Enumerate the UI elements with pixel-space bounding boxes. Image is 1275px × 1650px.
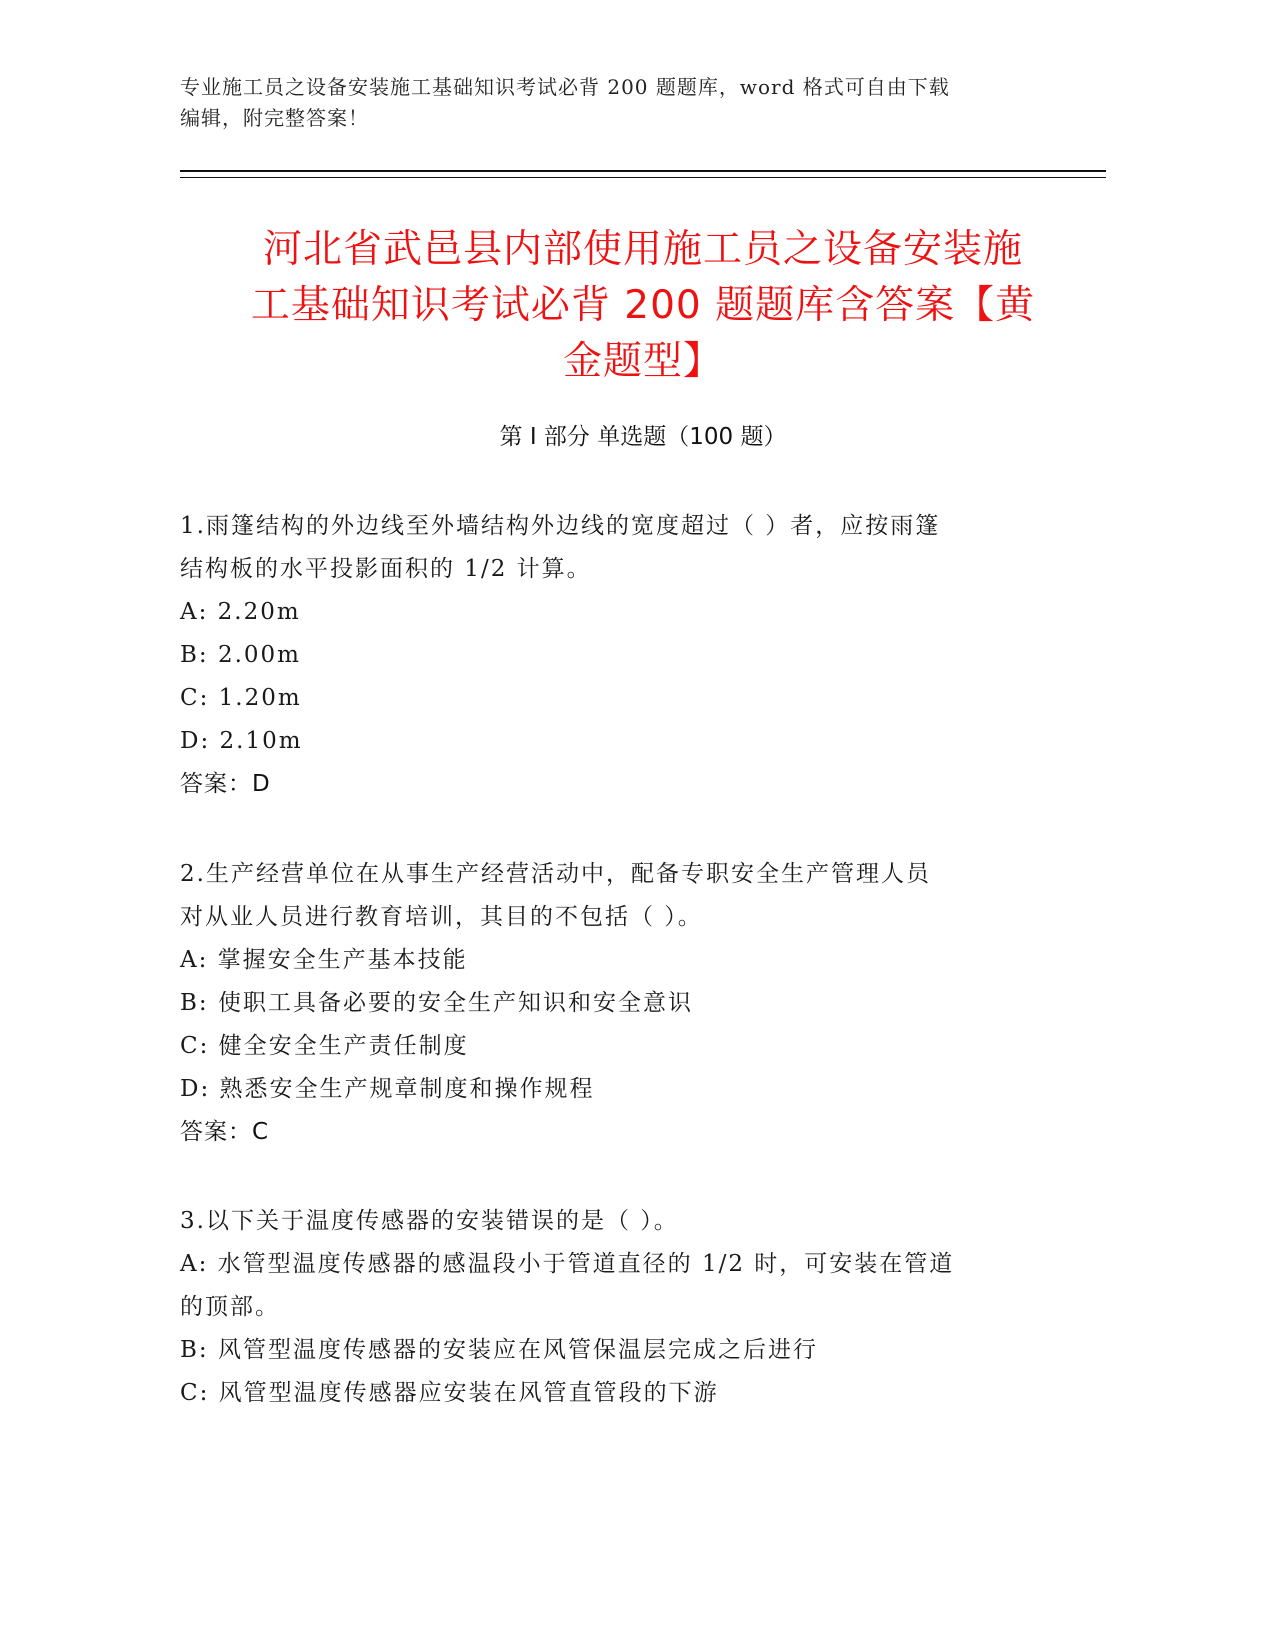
- question-stem-line: 2.生产经营单位在从事生产经营活动中，配备专职安全生产管理人员: [180, 861, 931, 887]
- title-line-2: 工基础知识考试必背 200 题题库含答案【黄: [250, 283, 1036, 328]
- answer-label: 答案：C: [180, 1119, 270, 1145]
- part-heading: 第 I 部分 单选题（100 题）: [499, 424, 787, 450]
- option-c: C: 健全安全生产责任制度: [180, 1033, 469, 1059]
- option-b: B: 2.00m: [180, 642, 301, 668]
- document-title: [180, 222, 1106, 390]
- title-line-3: 金题型】: [562, 339, 723, 384]
- option-b: B: 使职工具备必要的安全生产知识和安全意识: [180, 990, 693, 1016]
- question-stem-line: 3.以下关于温度传感器的安装错误的是（ ）。: [180, 1208, 679, 1234]
- option-d: D: 2.10m: [180, 728, 303, 754]
- answer-label: 答案：D: [180, 771, 271, 797]
- option-a: A: 2.20m: [180, 599, 301, 625]
- header-line-1: 专业施工员之设备安装施工基础知识考试必背 200 题题库，word 格式可自由下载: [180, 75, 950, 99]
- option-c: C: 1.20m: [180, 685, 302, 711]
- question-1: [180, 505, 1040, 806]
- question-3: [180, 1200, 1040, 1415]
- option-b: B: 风管型温度传感器的安装应在风管保温层完成之后进行: [180, 1337, 818, 1363]
- document-header: [180, 72, 1040, 134]
- option-a-continuation: 的顶部。: [180, 1294, 280, 1320]
- header-line-2: 编辑，附完整答案！: [180, 106, 369, 130]
- question-stem-line: 结构板的水平投影面积的 1/2 计算。: [180, 556, 592, 582]
- option-d: D: 熟悉安全生产规章制度和操作规程: [180, 1076, 595, 1102]
- title-line-1: 河北省武邑县内部使用施工员之设备安装施: [262, 227, 1023, 272]
- header-divider-thin: [180, 177, 1106, 178]
- option-a: A: 水管型温度传感器的感温段小于管道直径的 1/2 时，可安装在管道: [180, 1251, 955, 1277]
- question-stem-line: 1.雨篷结构的外边线至外墙结构外边线的宽度超过（ ）者，应按雨篷: [180, 513, 941, 539]
- header-divider-thick: [180, 170, 1106, 172]
- option-a: A: 掌握安全生产基本技能: [180, 947, 468, 973]
- option-c: C: 风管型温度传感器应安装在风管直管段的下游: [180, 1380, 719, 1406]
- question-stem-line: 对从业人员进行教育培训，其目的不包括（ ）。: [180, 904, 703, 930]
- question-2: [180, 853, 1040, 1154]
